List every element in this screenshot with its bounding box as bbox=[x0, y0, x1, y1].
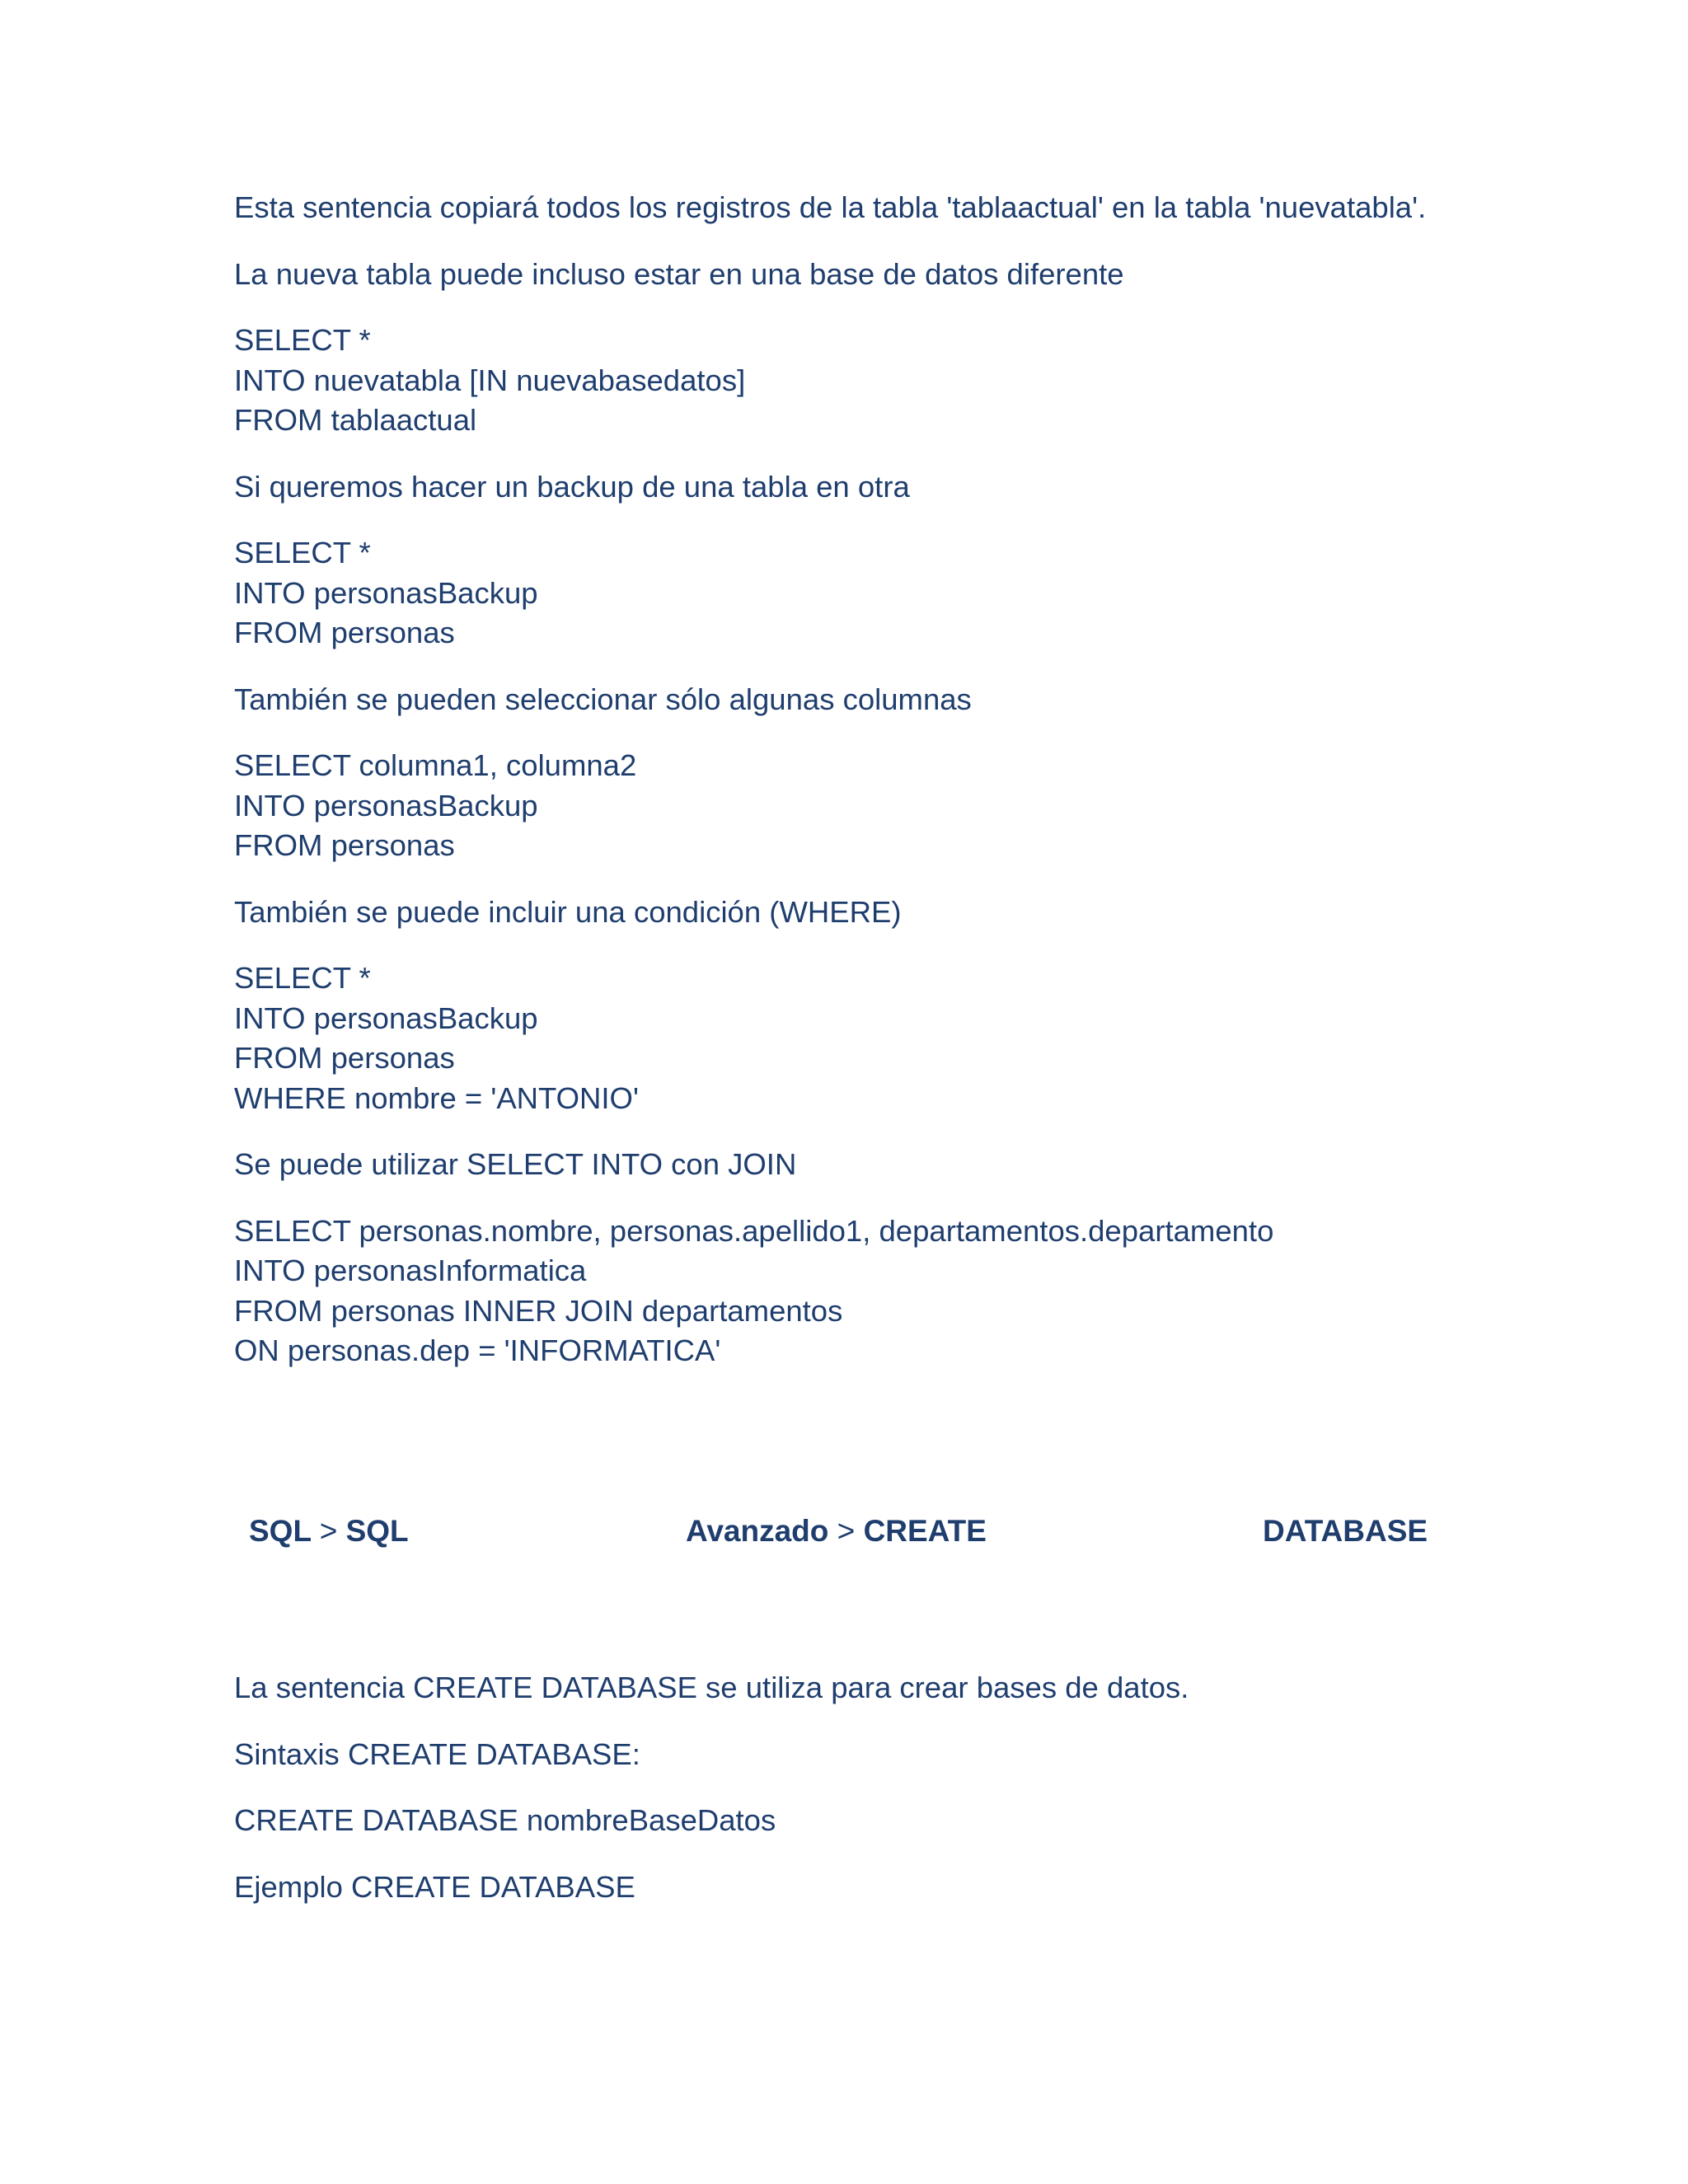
code-line: INTO personasBackup bbox=[234, 788, 538, 823]
create-database-section bbox=[234, 1668, 1520, 1933]
code-block-columns bbox=[234, 746, 1520, 866]
paragraph-select-columns: También se pueden seleccionar sólo algunas columnas bbox=[234, 682, 972, 716]
paragraph-different-database: La nueva tabla puede incluso estar en una base de datos diferente bbox=[234, 256, 1124, 291]
code-line: INTO personasBackup bbox=[234, 575, 538, 610]
paragraph-syntax-code: CREATE DATABASE nombreBaseDatos bbox=[234, 1803, 776, 1837]
breadcrumb-item: DATABASE bbox=[1263, 1514, 1428, 1548]
breadcrumb-separator: > bbox=[319, 1514, 338, 1548]
code-block-where bbox=[234, 958, 1520, 1118]
code-line: SELECT * bbox=[234, 536, 371, 569]
code-line: FROM personas bbox=[234, 616, 455, 649]
code-block-select-into bbox=[234, 321, 1520, 441]
paragraph-where-condition: También se puede incluir una condición (WHERE) bbox=[234, 894, 902, 929]
paragraph-backup: Si queremos hacer un backup de una tabla en otra bbox=[234, 469, 910, 504]
breadcrumb-sql-sql[interactable] bbox=[249, 1507, 409, 1556]
code-line: FROM personas bbox=[234, 828, 455, 862]
breadcrumb-item: SQL bbox=[345, 1514, 409, 1548]
code-line: INTO nuevatabla [IN nuevabasedatos] bbox=[234, 363, 746, 397]
select-into-section bbox=[234, 188, 1520, 1398]
breadcrumb-avanzado-create[interactable] bbox=[686, 1507, 987, 1556]
breadcrumb-item: SQL bbox=[249, 1514, 312, 1548]
breadcrumb-separator: > bbox=[837, 1514, 856, 1548]
code-block-backup bbox=[234, 533, 1520, 654]
code-line: ON personas.dep = 'INFORMATICA' bbox=[234, 1333, 721, 1367]
code-block-join bbox=[234, 1212, 1520, 1371]
paragraph-copy-records: Esta sentencia copiará todos los registros de la tabla 'tablaactual' en la tabla 'nuevatabla'. bbox=[234, 190, 1427, 224]
paragraph-join: Se puede utilizar SELECT INTO con JOIN bbox=[234, 1147, 797, 1181]
breadcrumb bbox=[0, 1507, 1688, 1556]
paragraph-syntax-heading: Sintaxis CREATE DATABASE: bbox=[234, 1736, 640, 1771]
code-line: SELECT * bbox=[234, 961, 371, 995]
code-line: FROM tablaactual bbox=[234, 403, 477, 437]
paragraph-example-heading: Ejemplo CREATE DATABASE bbox=[234, 1869, 635, 1904]
code-line: SELECT columna1, columna2 bbox=[234, 748, 637, 782]
breadcrumb-database[interactable] bbox=[1263, 1507, 1428, 1556]
code-line: FROM personas bbox=[234, 1041, 455, 1075]
breadcrumb-item: Avanzado bbox=[686, 1514, 829, 1548]
code-line: INTO personasBackup bbox=[234, 1001, 538, 1035]
code-line: WHERE nombre = 'ANTONIO' bbox=[234, 1080, 639, 1115]
code-line: SELECT * bbox=[234, 323, 371, 357]
paragraph-create-database-intro: La sentencia CREATE DATABASE se utiliza para crear bases de datos. bbox=[234, 1671, 1189, 1704]
breadcrumb-item: CREATE bbox=[863, 1514, 987, 1548]
code-line: INTO personasInformatica bbox=[234, 1254, 587, 1287]
code-line: FROM personas INNER JOIN departamentos bbox=[234, 1293, 843, 1328]
code-line: SELECT personas.nombre, personas.apellido1, departamentos.departamento bbox=[234, 1213, 1274, 1248]
